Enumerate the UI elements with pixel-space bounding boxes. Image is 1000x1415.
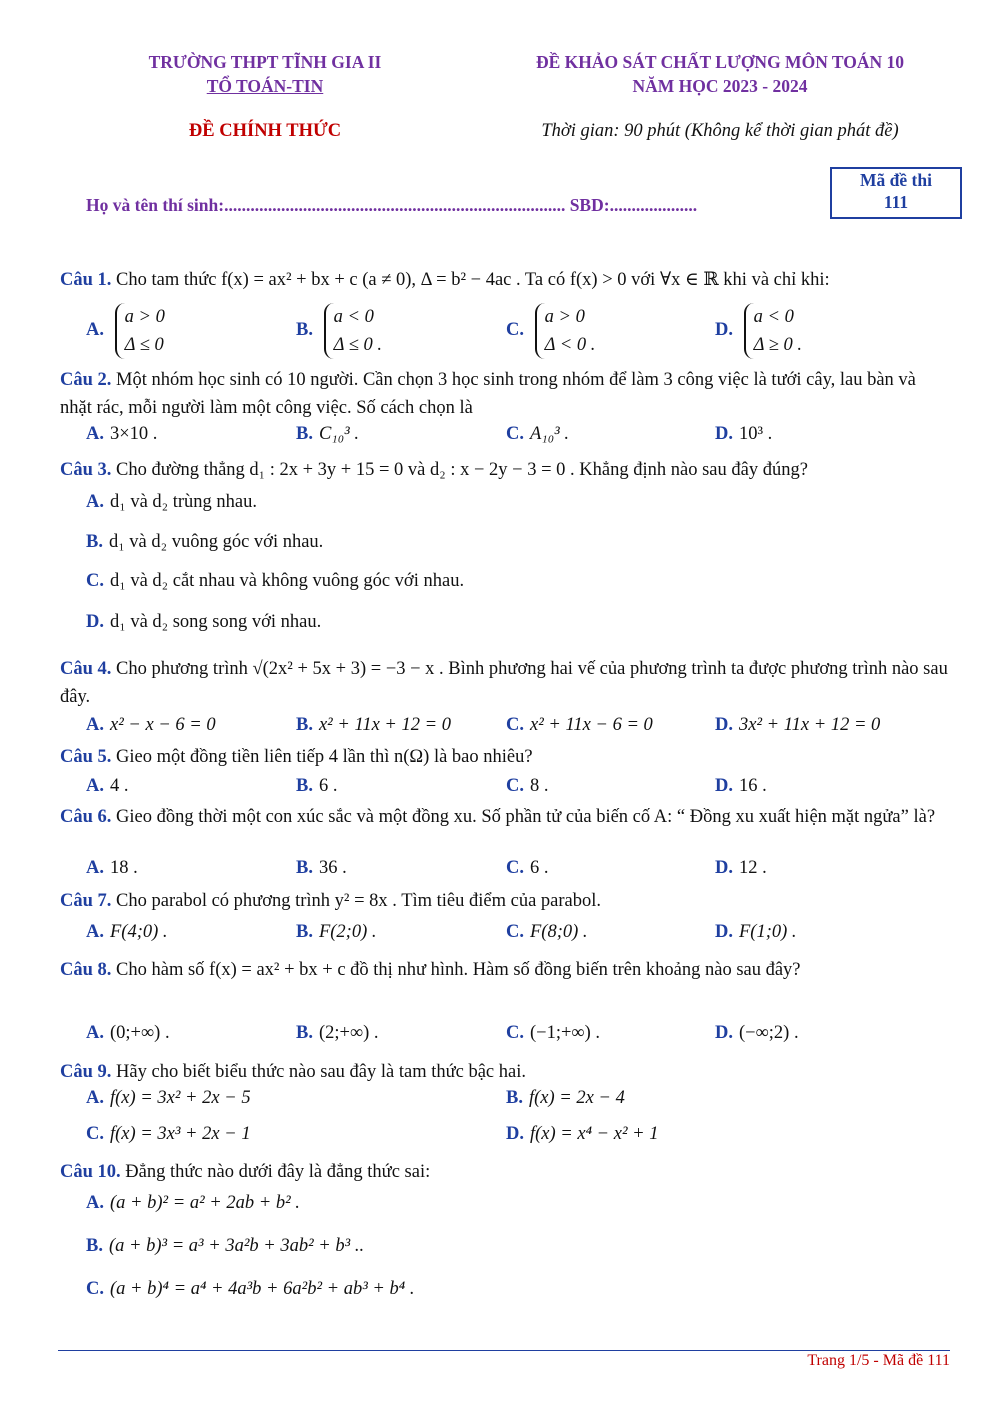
option-4c xyxy=(506,715,653,736)
option-text: (−1;+∞) . xyxy=(530,1023,601,1043)
question-text: Cho phương trình √(2x² + 5x + 3) = −3 − x . Bình phương hai vế của phương trình ta được phương trình nào sau đây. xyxy=(60,659,948,707)
option-4a xyxy=(86,715,216,736)
option-label: C. xyxy=(506,715,524,735)
option-label: A. xyxy=(86,424,104,444)
question-2 xyxy=(60,366,950,422)
question-label: Câu 10. xyxy=(60,1162,121,1182)
option-text: (2;+∞) . xyxy=(318,1023,379,1043)
question-9 xyxy=(60,1058,950,1086)
sys-line-2: Δ < 0 . xyxy=(544,335,596,355)
option-text: 8 . xyxy=(530,776,549,796)
sys-line-1: a < 0 xyxy=(333,307,374,327)
option-label: C. xyxy=(506,424,524,444)
option-9b xyxy=(506,1088,625,1109)
option-label: C. xyxy=(506,858,524,878)
sys-line-2: Δ ≥ 0 . xyxy=(753,335,803,355)
option-1d xyxy=(715,303,806,359)
option-5a xyxy=(86,776,129,797)
system-brace xyxy=(535,303,600,359)
option-text: A₁₀³ . xyxy=(530,424,569,444)
option-text: d₁ và d₂ song song với nhau. xyxy=(110,612,322,632)
option-7a xyxy=(86,922,168,943)
option-label: C. xyxy=(86,571,104,591)
option-text: x² + 11x − 6 = 0 xyxy=(530,715,653,735)
option-label: B. xyxy=(296,922,313,942)
sys-line-2: Δ ≤ 0 . xyxy=(333,335,383,355)
option-label: A. xyxy=(86,1193,104,1213)
option-text: 36 . xyxy=(318,858,347,878)
department-name: TỔ TOÁN-TIN xyxy=(206,76,324,96)
option-8c xyxy=(506,1023,600,1044)
option-text: 4 . xyxy=(110,776,129,796)
option-4d xyxy=(715,715,880,736)
option-5b xyxy=(296,776,337,797)
page-footer: Trang 1/5 - Mã đề 111 xyxy=(807,1352,950,1369)
option-label: C. xyxy=(506,922,524,942)
option-7d xyxy=(715,922,797,943)
option-9c xyxy=(86,1124,251,1145)
system-brace xyxy=(115,303,169,359)
option-label: C. xyxy=(86,1124,104,1144)
option-10b xyxy=(86,1236,364,1257)
option-text: (a + b)³ = a³ + 3a²b + 3ab² + b³ .. xyxy=(108,1236,365,1256)
question-7 xyxy=(60,887,950,915)
exam-time: Thời gian: 90 phút (Không kể thời gian phát đề) xyxy=(541,121,899,141)
candidate-line: Họ và tên thí sinh:.............................................................................. SBD:.................... xyxy=(86,195,698,215)
question-label: Câu 8. xyxy=(60,960,112,980)
option-9a xyxy=(86,1088,251,1109)
option-text: 16 . xyxy=(739,776,767,796)
option-5c xyxy=(506,776,549,797)
option-3b xyxy=(86,532,323,553)
option-label: A. xyxy=(86,492,104,512)
option-text: F(1;0) . xyxy=(739,922,797,942)
option-5d xyxy=(715,776,767,797)
exam-code: 111 xyxy=(883,192,909,212)
exam-title: ĐỀ KHẢO SÁT CHẤT LƯỢNG MÔN TOÁN 10 xyxy=(535,52,905,72)
question-label: Câu 5. xyxy=(60,747,112,767)
option-10c xyxy=(86,1279,414,1300)
option-text: (0;+∞) . xyxy=(110,1023,170,1043)
option-text: 3x² + 11x + 12 = 0 xyxy=(739,715,881,735)
option-2a xyxy=(86,424,157,445)
option-3d xyxy=(86,612,321,633)
option-text: (a + b)⁴ = a⁴ + 4a³b + 6a²b² + ab³ + b⁴ . xyxy=(110,1279,415,1299)
question-label: Câu 3. xyxy=(60,460,112,480)
question-text: Cho hàm số f(x) = ax² + bx + c đồ thị như hình. Hàm số đồng biến trên khoảng nào sau đây? xyxy=(116,960,801,980)
option-3c xyxy=(86,571,464,592)
option-label: A. xyxy=(86,776,104,796)
option-text: C₁₀³ . xyxy=(318,424,359,444)
question-label: Câu 4. xyxy=(60,659,112,679)
exam-code-box xyxy=(830,167,962,219)
option-label: D. xyxy=(86,612,104,632)
option-label: B. xyxy=(296,424,313,444)
option-4b xyxy=(296,715,451,736)
school-name: TRƯỜNG THPT TĨNH GIA II xyxy=(148,52,382,72)
question-text: Gieo một đồng tiền liên tiếp 4 lần thì n(Ω) là bao nhiêu? xyxy=(116,747,533,767)
sys-line-1: a > 0 xyxy=(124,307,165,327)
option-text: 12 . xyxy=(739,858,767,878)
option-8a xyxy=(86,1023,170,1044)
sys-line-1: a > 0 xyxy=(544,307,585,327)
option-1a xyxy=(86,303,169,359)
option-1c xyxy=(506,303,599,359)
official-label: ĐỀ CHÍNH THỨC xyxy=(188,121,342,141)
option-label: A. xyxy=(86,1023,104,1043)
option-text: (−∞;2) . xyxy=(739,1023,799,1043)
question-text: Hãy cho biết biểu thức nào sau đây là tam thức bậc hai. xyxy=(116,1062,526,1082)
option-text: 3×10 . xyxy=(110,424,158,444)
question-10 xyxy=(60,1158,950,1186)
option-label: B. xyxy=(296,715,313,735)
option-text: F(4;0) . xyxy=(110,922,168,942)
option-label: D. xyxy=(715,320,733,341)
option-label: A. xyxy=(86,715,104,735)
option-text: (a + b)² = a² + 2ab + b² . xyxy=(110,1193,300,1213)
option-text: d₁ và d₂ trùng nhau. xyxy=(110,492,257,512)
question-label: Câu 2. xyxy=(60,370,112,390)
option-text: 18 . xyxy=(110,858,138,878)
option-text: f(x) = 3x³ + 2x − 1 xyxy=(110,1124,251,1144)
option-label: D. xyxy=(506,1124,524,1144)
question-4 xyxy=(60,655,950,711)
option-label: C. xyxy=(506,1023,524,1043)
question-8 xyxy=(60,956,950,984)
option-text: 6 . xyxy=(318,776,338,796)
option-label: D. xyxy=(715,922,733,942)
option-label: D. xyxy=(715,424,733,444)
option-label: A. xyxy=(86,922,104,942)
question-label: Câu 7. xyxy=(60,891,112,911)
system-brace xyxy=(324,303,386,359)
option-text: x² − x − 6 = 0 xyxy=(110,715,216,735)
option-label: B. xyxy=(86,1236,103,1256)
option-label: D. xyxy=(715,776,733,796)
option-2b xyxy=(296,424,359,445)
question-text: Một nhóm học sinh có 10 người. Cần chọn 3 học sinh trong nhóm để làm 3 công việc là tưới cây, lau bàn và nhặt rác, mỗi người làm một công việc. Số cách chọn là xyxy=(60,370,916,418)
option-3a xyxy=(86,492,257,513)
option-label: D. xyxy=(715,1023,733,1043)
question-label: Câu 1. xyxy=(60,270,112,290)
option-text: 10³ . xyxy=(739,424,773,444)
option-label: C. xyxy=(506,320,524,341)
option-text: d₁ và d₂ vuông góc với nhau. xyxy=(108,532,324,552)
option-label: B. xyxy=(506,1088,523,1108)
question-label: Câu 6. xyxy=(60,807,112,827)
option-label: D. xyxy=(715,858,733,878)
option-7b xyxy=(296,922,377,943)
option-text: d₁ và d₂ cắt nhau và không vuông góc với nhau. xyxy=(110,571,465,591)
option-label: A. xyxy=(86,858,104,878)
option-label: A. xyxy=(86,1088,104,1108)
question-label: Câu 9. xyxy=(60,1062,112,1082)
option-label: D. xyxy=(715,715,733,735)
option-6d xyxy=(715,858,767,879)
school-year: NĂM HỌC 2023 - 2024 xyxy=(632,76,808,96)
option-text: f(x) = 3x² + 2x − 5 xyxy=(110,1088,251,1108)
option-text: x² + 11x + 12 = 0 xyxy=(318,715,452,735)
system-brace xyxy=(744,303,806,359)
option-8d xyxy=(715,1023,799,1044)
option-2c xyxy=(506,424,569,445)
option-1b xyxy=(296,303,386,359)
question-5 xyxy=(60,743,950,771)
question-text: Cho tam thức f(x) = ax² + bx + c (a ≠ 0), Δ = b² − 4ac . Ta có f(x) > 0 với ∀x ∈ ℝ khi và chỉ khi: xyxy=(116,270,830,290)
question-3 xyxy=(60,456,950,484)
option-text: f(x) = 2x − 4 xyxy=(528,1088,625,1108)
option-label: C. xyxy=(86,1279,104,1299)
question-6 xyxy=(60,803,950,831)
question-text: Đẳng thức nào dưới đây là đẳng thức sai: xyxy=(125,1162,431,1182)
option-text: f(x) = x⁴ − x² + 1 xyxy=(530,1124,659,1144)
sys-line-1: a < 0 xyxy=(753,307,794,327)
sys-line-2: Δ ≤ 0 xyxy=(124,335,164,355)
exam-code-label: Mã đề thi xyxy=(860,170,932,190)
option-label: A. xyxy=(86,320,104,341)
option-10a xyxy=(86,1193,300,1214)
option-8b xyxy=(296,1023,379,1044)
option-label: B. xyxy=(296,858,313,878)
footer-divider xyxy=(58,1350,950,1351)
option-label: C. xyxy=(506,776,524,796)
option-6b xyxy=(296,858,347,879)
question-text: Cho đường thẳng d₁ : 2x + 3y + 15 = 0 và d₂ : x − 2y − 3 = 0 . Khẳng định nào sau đây đúng? xyxy=(116,460,808,480)
option-7c xyxy=(506,922,588,943)
option-6a xyxy=(86,858,138,879)
option-text: F(8;0) . xyxy=(530,922,588,942)
question-text: Cho parabol có phương trình y² = 8x . Tìm tiêu điểm của parabol. xyxy=(116,891,602,911)
option-text: F(2;0) . xyxy=(318,922,377,942)
option-9d xyxy=(506,1124,659,1145)
question-text: Gieo đồng thời một con xúc sắc và một đồng xu. Số phần tử của biến cố A: “ Đồng xu xuất hiện mặt ngửa” là? xyxy=(116,807,936,827)
option-label: B. xyxy=(296,776,313,796)
option-label: B. xyxy=(296,1023,313,1043)
option-text: 6 . xyxy=(530,858,549,878)
option-2d xyxy=(715,424,772,445)
question-1 xyxy=(60,266,950,294)
option-label: B. xyxy=(86,532,103,552)
option-label: B. xyxy=(296,320,313,341)
option-6c xyxy=(506,858,549,879)
